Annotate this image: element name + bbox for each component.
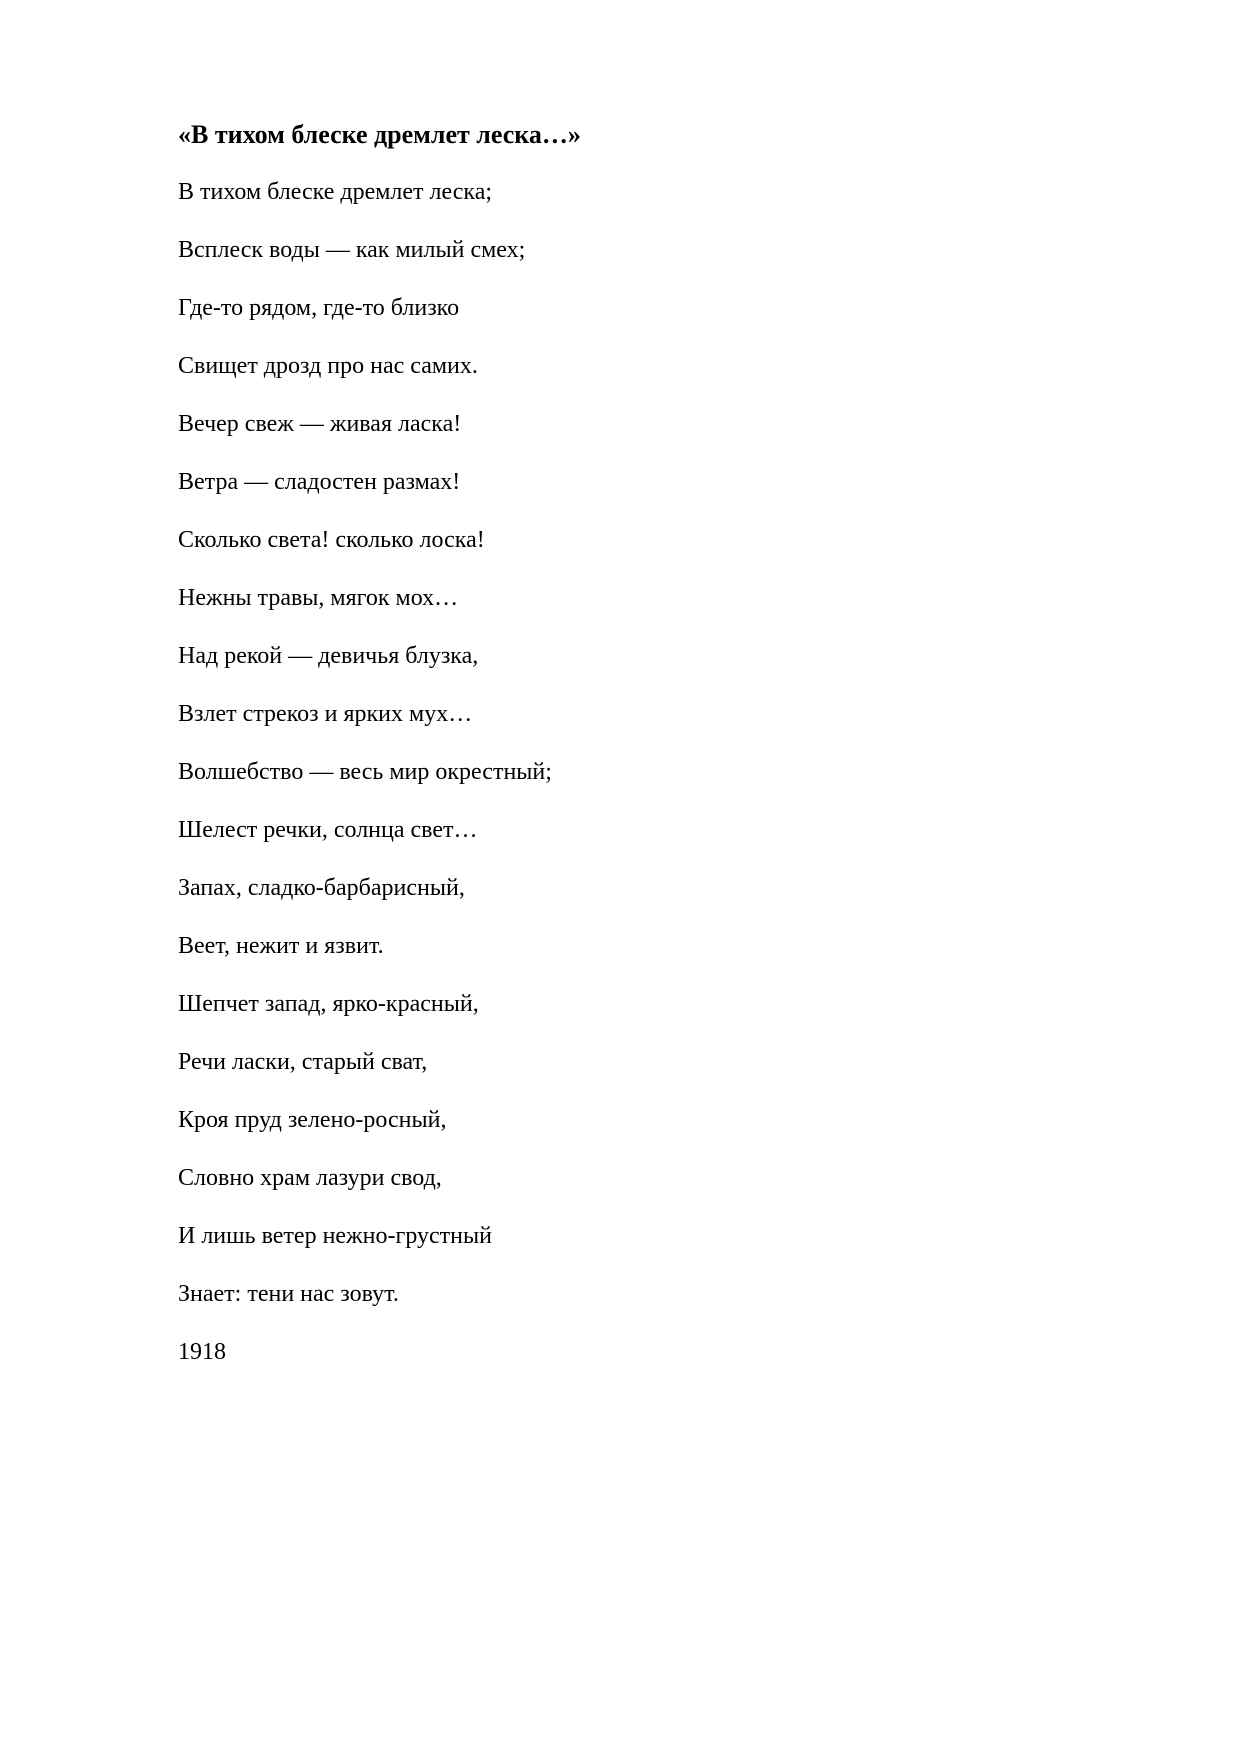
poem-line: Веет, нежит и язвит. (178, 933, 384, 959)
poem-line: Всплеск воды — как милый смех; (178, 237, 526, 263)
poem-body (178, 177, 552, 1337)
poem-line: Знает: тени нас зовут. (178, 1281, 399, 1307)
poem-line: И лишь ветер нежно-грустный (178, 1223, 492, 1249)
poem-line: Волшебство — весь мир окрестный; (178, 759, 552, 785)
poem-line: Над рекой — девичья блузка, (178, 643, 479, 669)
poem-line: Кроя пруд зелено-росный, (178, 1107, 447, 1133)
poem-title: «В тихом блеске дремлет леска…» (178, 120, 581, 149)
poem-line: Нежны травы, мягок мох… (178, 585, 459, 611)
poem-line: Речи ласки, старый сват, (178, 1049, 428, 1075)
poem-line: Сколько света! сколько лоска! (178, 527, 485, 553)
poem-line: Шелест речки, солнца свет… (178, 817, 478, 843)
poem-line: Где-то рядом, где-то близко (178, 295, 460, 321)
poem-line: Шепчет запад, ярко-красный, (178, 991, 479, 1017)
poem-line: Вечер свеж — живая ласка! (178, 411, 462, 437)
poem-line: Взлет стрекоз и ярких мух… (178, 701, 473, 727)
poem-line: В тихом блеске дремлет леска; (178, 179, 493, 205)
poem-line: Запах, сладко-барбарисный, (178, 875, 465, 901)
poem-line: Свищет дрозд про нас самих. (178, 353, 478, 379)
poem-line: Словно храм лазури свод, (178, 1165, 442, 1191)
poem-year: 1918 (178, 1339, 226, 1365)
poem-line: Ветра — сладостен размах! (178, 469, 461, 495)
